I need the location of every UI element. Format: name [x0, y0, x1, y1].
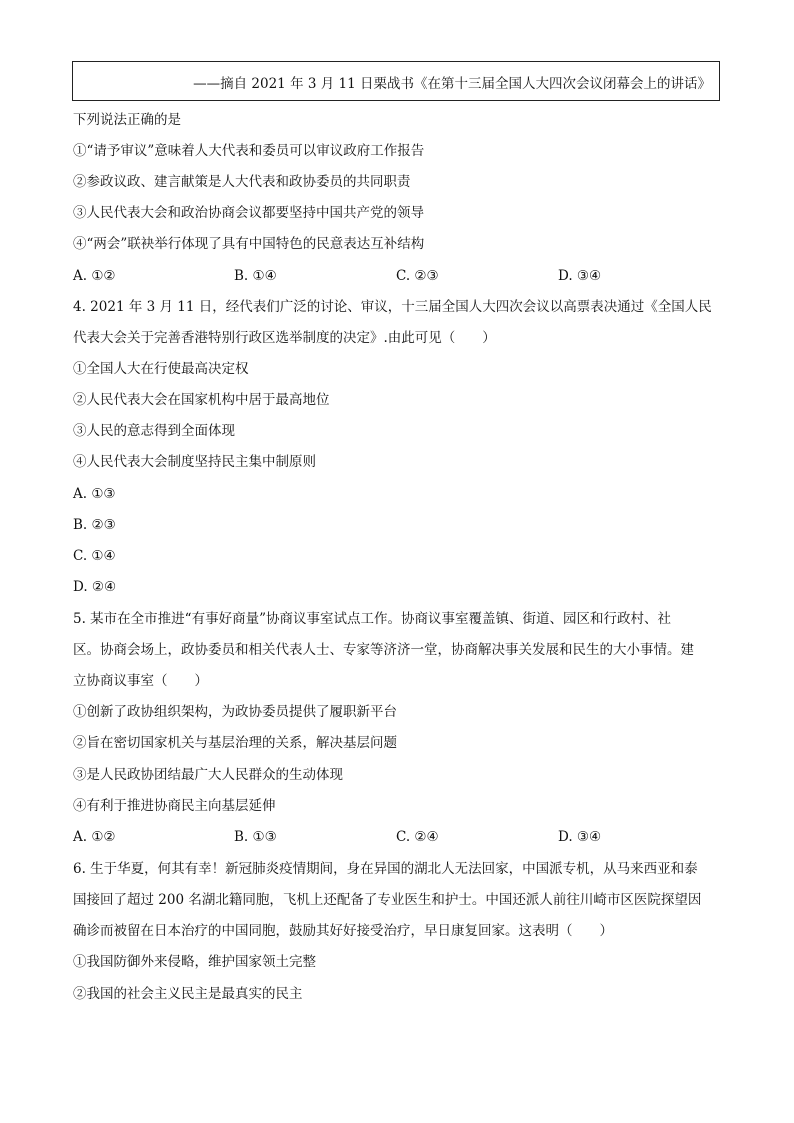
q3-option-a: A. ①②	[73, 268, 116, 284]
q4-option-b: B. ②③	[73, 517, 116, 533]
q4-statement-3: ③人民的意志得到全面体现	[73, 423, 235, 439]
q6-statement-2: ②我国的社会主义民主是最真实的民主	[73, 986, 303, 1002]
q4-stem-line-1: 4. 2021 年 3 月 11 日，经代表们广泛的讨论、审议，十三届全国人大四次会议以高票表决通过《全国人民	[73, 299, 712, 315]
q6-stem-line-2: 国接回了超过 200 名湖北籍同胞，飞机上还配备了专业医生和护士。中国还派人前往川崎市区医院探望因	[73, 892, 702, 908]
q3-option-b: B. ①④	[234, 268, 277, 284]
q5-stem-line-1: 5. 某市在全市推进“有事好商量”协商议事室试点工作。协商议事室覆盖镇、街道、园区和行政村、社	[73, 611, 671, 627]
q5-statement-1: ①创新了政协组织架构，为政协委员提供了履职新平台	[73, 704, 397, 720]
q4-statement-1: ①全国人大在行使最高决定权	[73, 361, 249, 377]
q5-option-c: C. ②④	[396, 829, 439, 845]
q5-option-d: D. ③④	[558, 829, 602, 845]
q5-option-b: B. ①③	[234, 829, 277, 845]
q5-statement-2: ②旨在密切国家机关与基层治理的关系，解决基层问题	[73, 735, 397, 751]
q3-option-d: D. ③④	[558, 268, 602, 284]
q4-option-c: C. ①④	[73, 548, 116, 564]
q3-statement-3: ③人民代表大会和政治协商会议都要坚持中国共产党的领导	[73, 205, 424, 221]
q5-stem-line-3: 立协商议事室（ ）	[73, 673, 208, 689]
q3-option-c: C. ②③	[396, 268, 439, 284]
q4-statement-4: ④人民代表大会制度坚持民主集中制原则	[73, 454, 316, 470]
q6-stem-line-1: 6. 生于华夏，何其有幸！新冠肺炎疫情期间，身在异国的湖北人无法回家，中国派专机，从马来西亚和泰	[73, 861, 698, 877]
quote-box	[72, 61, 720, 101]
q3-statement-4: ④“两会”联袂举行体现了具有中国特色的民意表达互补结构	[73, 236, 425, 252]
q6-stem-line-3: 确诊而被留在日本治疗的中国同胞，鼓励其好好接受治疗，早日康复回家。这表明（ ）	[73, 923, 613, 939]
q5-statement-3: ③是人民政协团结最广大人民群众的生动体现	[73, 767, 343, 783]
q4-option-a: A. ①③	[73, 486, 116, 502]
q4-statement-2: ②人民代表大会在国家机构中居于最高地位	[73, 392, 330, 408]
q4-stem-line-2: 代表大会关于完善香港特别行政区选举制度的决定》.由此可见（ ）	[73, 330, 496, 346]
quote-source: ——摘自 2021 年 3 月 11 日栗战书《在第十三届全国人大四次会议闭幕会上的讲话》	[193, 76, 711, 92]
q5-stem-line-2: 区。协商会场上，政协委员和相关代表人士、专家等济济一堂，协商解决事关发展和民生的大小事情。建	[73, 642, 694, 658]
q3-statement-2: ②参政议政、建言献策是人大代表和政协委员的共同职责	[73, 174, 411, 190]
q5-option-a: A. ①②	[73, 829, 116, 845]
q4-option-d: D. ②④	[73, 579, 117, 595]
q5-statement-4: ④有利于推进协商民主向基层延伸	[73, 798, 276, 814]
q6-statement-1: ①我国防御外来侵略，维护国家领土完整	[73, 954, 316, 970]
q3-stem: 下列说法正确的是	[73, 112, 181, 128]
q3-statement-1: ①“请予审议”意味着人大代表和委员可以审议政府工作报告	[73, 143, 425, 159]
